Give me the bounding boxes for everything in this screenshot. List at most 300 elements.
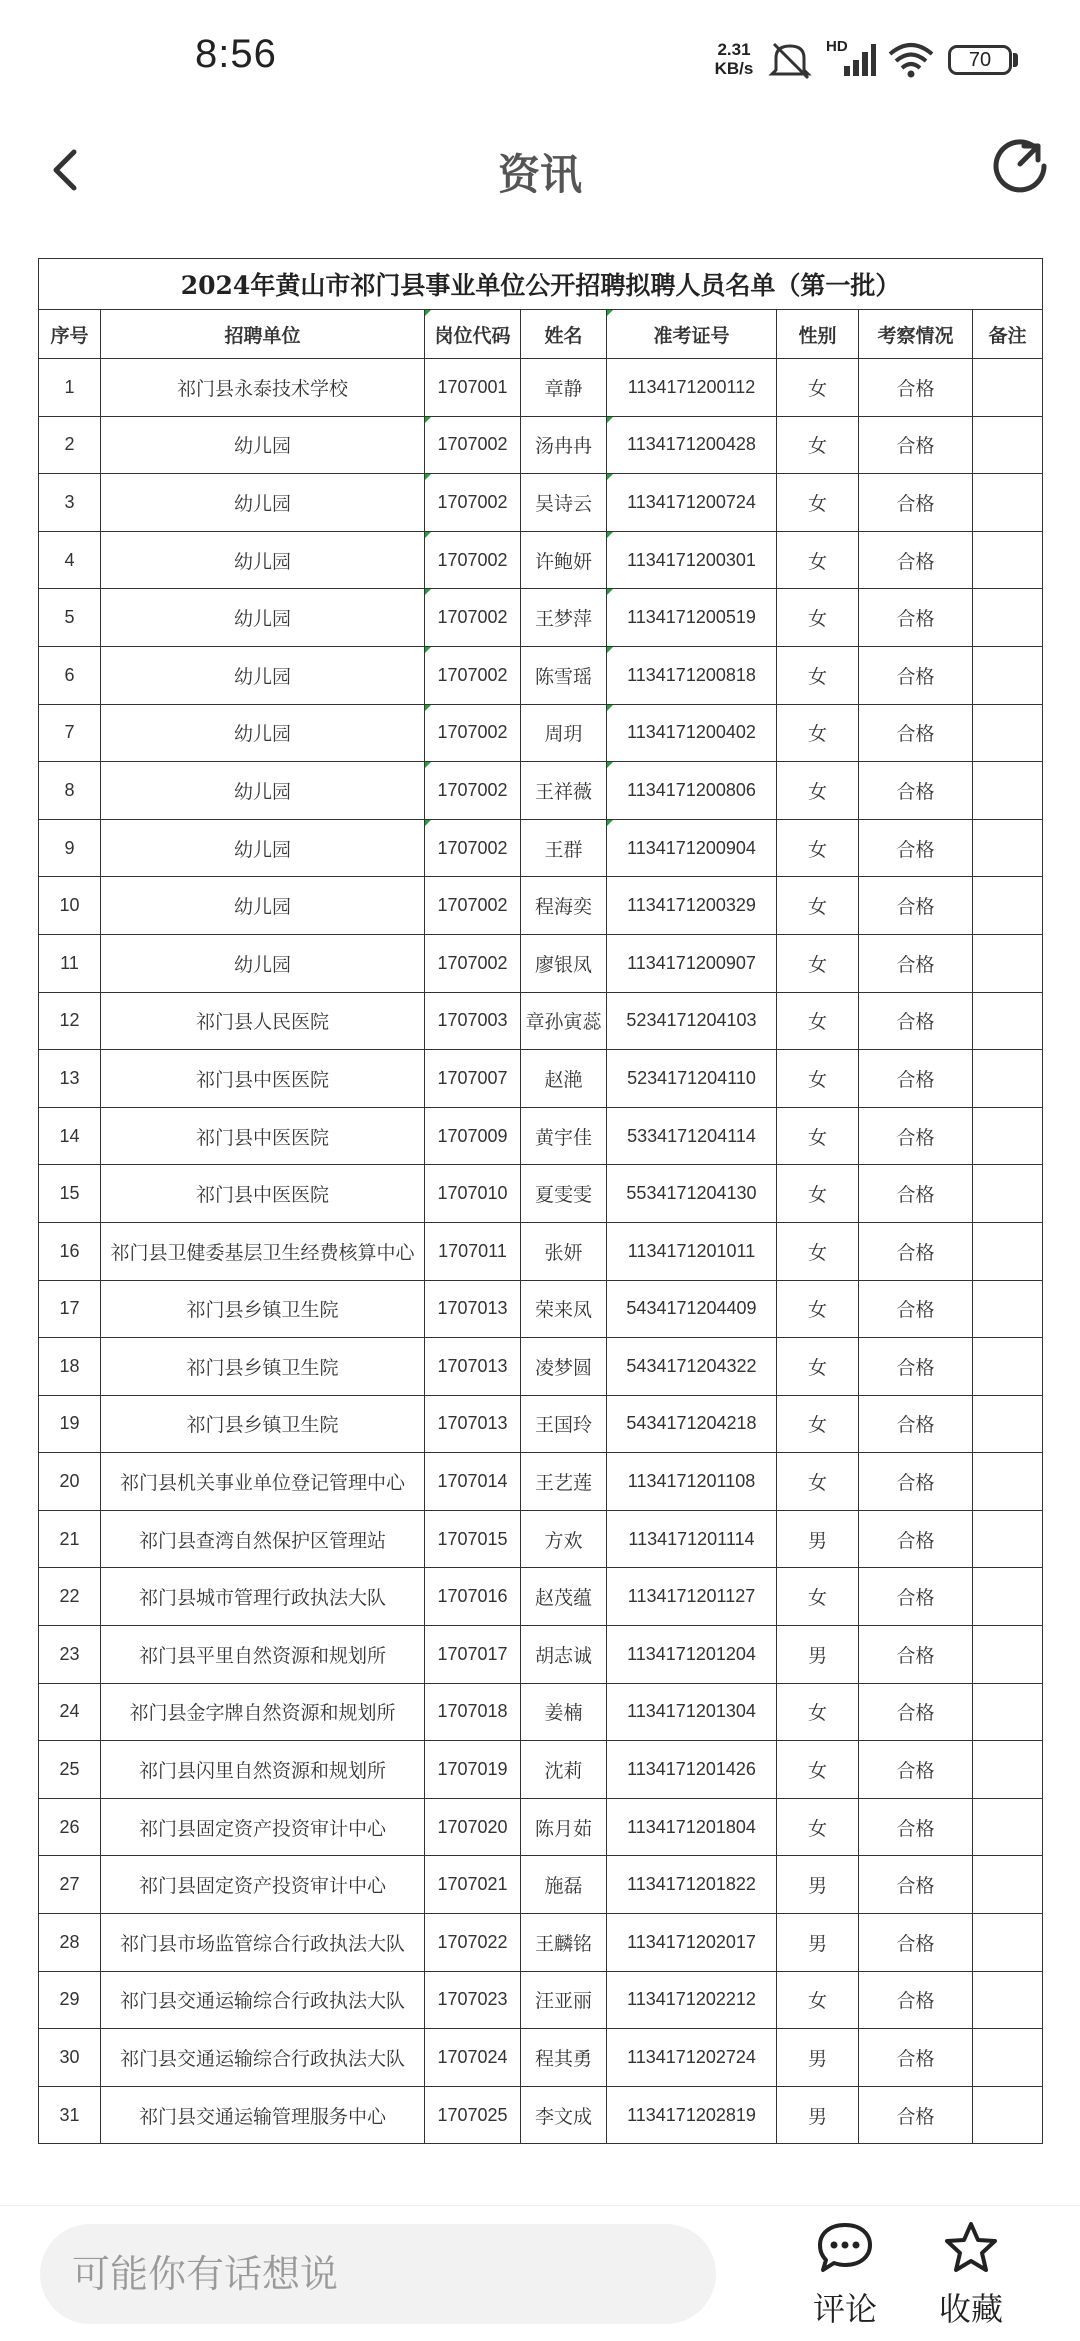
table-row (39, 646, 1043, 704)
recruiting-unit: 祁门县城市管理行政执法大队 (101, 1568, 425, 1626)
recruiting-unit: 幼儿园 (101, 416, 425, 474)
recruiting-unit: 祁门县乡镇卫生院 (101, 1395, 425, 1453)
table-row (39, 1107, 1043, 1165)
table-header-row (39, 310, 1043, 359)
status-time: 8:56 (195, 32, 277, 76)
admission-ticket: 5534171204130 (607, 1165, 777, 1223)
row-number: 20 (39, 1453, 101, 1511)
position-code: 1707002 (425, 934, 521, 992)
nav-bar (0, 110, 1080, 230)
candidate-name: 汤冉冉 (521, 416, 607, 474)
position-code: 1707002 (425, 474, 521, 532)
table-row (39, 1914, 1043, 1972)
row-number: 3 (39, 474, 101, 532)
network-speed-value: 2.31 (717, 40, 751, 59)
table-row (39, 1856, 1043, 1914)
review-result: 合格 (859, 1165, 973, 1223)
gender: 女 (777, 1280, 859, 1338)
network-speed (708, 40, 760, 78)
review-result: 合格 (859, 877, 973, 935)
review-result: 合格 (859, 2086, 973, 2144)
recruiting-unit: 幼儿园 (101, 646, 425, 704)
remark (973, 1856, 1043, 1914)
table-row (39, 589, 1043, 647)
candidate-name: 周玥 (521, 704, 607, 762)
review-result: 合格 (859, 1453, 973, 1511)
row-number: 17 (39, 1280, 101, 1338)
favorite-button[interactable] (916, 2220, 1026, 2330)
row-number: 10 (39, 877, 101, 935)
row-number: 30 (39, 2029, 101, 2087)
recruiting-unit: 幼儿园 (101, 704, 425, 762)
remark (973, 1050, 1043, 1108)
candidate-name: 陈雪瑶 (521, 646, 607, 704)
position-code: 1707016 (425, 1568, 521, 1626)
table-row (39, 2086, 1043, 2144)
review-result: 合格 (859, 1050, 973, 1108)
review-result: 合格 (859, 531, 973, 589)
admission-ticket: 1134171202017 (607, 1914, 777, 1972)
gender: 女 (777, 934, 859, 992)
position-code: 1707024 (425, 2029, 521, 2087)
table-row (39, 1222, 1043, 1280)
candidate-name: 凌梦圆 (521, 1338, 607, 1396)
mute-icon (768, 40, 814, 80)
position-code: 1707019 (425, 1741, 521, 1799)
row-number: 23 (39, 1626, 101, 1684)
table-row (39, 877, 1043, 935)
gender: 男 (777, 2086, 859, 2144)
review-result: 合格 (859, 2029, 973, 2087)
candidate-name: 胡志诚 (521, 1626, 607, 1684)
row-number: 15 (39, 1165, 101, 1223)
gender: 女 (777, 646, 859, 704)
candidate-name: 王祥薇 (521, 762, 607, 820)
remark (973, 934, 1043, 992)
position-code: 1707002 (425, 877, 521, 935)
remark (973, 1798, 1043, 1856)
gender: 女 (777, 1741, 859, 1799)
comment-button[interactable] (790, 2220, 900, 2330)
remark (973, 1971, 1043, 2029)
remark (973, 1914, 1043, 1972)
column-header: 准考证号 (607, 310, 777, 359)
recruiting-unit: 祁门县市场监管综合行政执法大队 (101, 1914, 425, 1972)
recruiting-unit: 幼儿园 (101, 531, 425, 589)
admission-ticket: 1134171200112 (607, 359, 777, 417)
position-code: 1707009 (425, 1107, 521, 1165)
comment-input[interactable]: 可能你有话想说 (40, 2224, 716, 2324)
network-type-label: HD (826, 38, 848, 55)
admission-ticket: 1134171201426 (607, 1741, 777, 1799)
table-row (39, 704, 1043, 762)
table-row (39, 1683, 1043, 1741)
position-code: 1707015 (425, 1510, 521, 1568)
row-number: 11 (39, 934, 101, 992)
review-result: 合格 (859, 1338, 973, 1396)
remark (973, 1683, 1043, 1741)
recruiting-unit: 祁门县乡镇卫生院 (101, 1280, 425, 1338)
review-result: 合格 (859, 934, 973, 992)
position-code: 1707002 (425, 704, 521, 762)
admission-ticket: 1134171202819 (607, 2086, 777, 2144)
gender: 女 (777, 1165, 859, 1223)
gender: 女 (777, 1798, 859, 1856)
row-number: 19 (39, 1395, 101, 1453)
table-row (39, 416, 1043, 474)
gender: 女 (777, 877, 859, 935)
remark (973, 1453, 1043, 1511)
review-result: 合格 (859, 992, 973, 1050)
row-number: 1 (39, 359, 101, 417)
candidate-name: 荣来凤 (521, 1280, 607, 1338)
share-button[interactable] (980, 124, 1060, 204)
admission-ticket: 5234171204110 (607, 1050, 777, 1108)
position-code: 1707007 (425, 1050, 521, 1108)
position-code: 1707002 (425, 589, 521, 647)
position-code: 1707021 (425, 1856, 521, 1914)
position-code: 1707002 (425, 819, 521, 877)
position-code: 1707022 (425, 1914, 521, 1972)
gender: 女 (777, 1683, 859, 1741)
table-row (39, 992, 1043, 1050)
favorite-label: 收藏 (938, 2290, 1003, 2328)
candidate-name: 程其勇 (521, 2029, 607, 2087)
star-icon (941, 2220, 1001, 2276)
column-header: 备注 (973, 310, 1043, 359)
review-result: 合格 (859, 1626, 973, 1684)
recruiting-unit: 祁门县查湾自然保护区管理站 (101, 1510, 425, 1568)
roster-table (38, 258, 1043, 2144)
network-speed-unit: KB/s (714, 59, 754, 78)
column-header: 姓名 (521, 310, 607, 359)
gender: 女 (777, 1050, 859, 1108)
candidate-name: 方欢 (521, 1510, 607, 1568)
row-number: 12 (39, 992, 101, 1050)
table-row (39, 1165, 1043, 1223)
row-number: 13 (39, 1050, 101, 1108)
candidate-name: 施磊 (521, 1856, 607, 1914)
remark (973, 992, 1043, 1050)
row-number: 31 (39, 2086, 101, 2144)
position-code: 1707010 (425, 1165, 521, 1223)
gender: 女 (777, 589, 859, 647)
column-header: 招聘单位 (101, 310, 425, 359)
gender: 女 (777, 1107, 859, 1165)
battery-tip (1013, 53, 1018, 67)
recruiting-unit: 祁门县固定资产投资审计中心 (101, 1798, 425, 1856)
admission-ticket: 1134171201204 (607, 1626, 777, 1684)
remark (973, 1626, 1043, 1684)
candidate-name: 黄宇佳 (521, 1107, 607, 1165)
review-result: 合格 (859, 589, 973, 647)
recruiting-unit: 祁门县乡镇卫生院 (101, 1338, 425, 1396)
candidate-name: 陈月茹 (521, 1798, 607, 1856)
status-bar (0, 0, 1080, 120)
table-row (39, 1050, 1043, 1108)
position-code: 1707002 (425, 762, 521, 820)
table-row (39, 819, 1043, 877)
row-number: 7 (39, 704, 101, 762)
table-body (39, 359, 1043, 2144)
signal-icon (826, 40, 876, 80)
admission-ticket: 1134171200428 (607, 416, 777, 474)
row-number: 9 (39, 819, 101, 877)
row-number: 2 (39, 416, 101, 474)
position-code: 1707018 (425, 1683, 521, 1741)
admission-ticket: 1134171202724 (607, 2029, 777, 2087)
gender: 女 (777, 704, 859, 762)
document-title: 2024年黄山市祁门县事业单位公开招聘拟聘人员名单（第一批） (39, 259, 1043, 310)
admission-ticket: 1134171200402 (607, 704, 777, 762)
admission-ticket: 5434171204218 (607, 1395, 777, 1453)
position-code: 1707013 (425, 1338, 521, 1396)
gender: 女 (777, 1222, 859, 1280)
recruiting-unit: 祁门县中医医院 (101, 1165, 425, 1223)
document-content (38, 258, 1044, 2144)
gender: 男 (777, 2029, 859, 2087)
gender: 女 (777, 1453, 859, 1511)
candidate-name: 程海奕 (521, 877, 607, 935)
remark (973, 762, 1043, 820)
table-row (39, 1395, 1043, 1453)
review-result: 合格 (859, 1280, 973, 1338)
row-number: 25 (39, 1741, 101, 1799)
remark (973, 531, 1043, 589)
admission-ticket: 5434171204409 (607, 1280, 777, 1338)
recruiting-unit: 祁门县永泰技术学校 (101, 359, 425, 417)
review-result: 合格 (859, 1222, 973, 1280)
review-result: 合格 (859, 1741, 973, 1799)
table-row (39, 934, 1043, 992)
position-code: 1707013 (425, 1395, 521, 1453)
remark (973, 474, 1043, 532)
row-number: 24 (39, 1683, 101, 1741)
position-code: 1707003 (425, 992, 521, 1050)
review-result: 合格 (859, 416, 973, 474)
gender: 女 (777, 1971, 859, 2029)
recruiting-unit: 祁门县交通运输综合行政执法大队 (101, 2029, 425, 2087)
remark (973, 1222, 1043, 1280)
recruiting-unit: 祁门县金字牌自然资源和规划所 (101, 1683, 425, 1741)
review-result: 合格 (859, 646, 973, 704)
candidate-name: 姜楠 (521, 1683, 607, 1741)
table-row (39, 1338, 1043, 1396)
review-result: 合格 (859, 1395, 973, 1453)
table-row (39, 1568, 1043, 1626)
admission-ticket: 1134171202212 (607, 1971, 777, 2029)
row-number: 16 (39, 1222, 101, 1280)
candidate-name: 张妍 (521, 1222, 607, 1280)
position-code: 1707002 (425, 531, 521, 589)
gender: 男 (777, 1914, 859, 1972)
recruiting-unit: 幼儿园 (101, 877, 425, 935)
column-header: 岗位代码 (425, 310, 521, 359)
remark (973, 2029, 1043, 2087)
position-code: 1707011 (425, 1222, 521, 1280)
candidate-name: 王国玲 (521, 1395, 607, 1453)
candidate-name: 王群 (521, 819, 607, 877)
recruiting-unit: 祁门县中医医院 (101, 1107, 425, 1165)
remark (973, 819, 1043, 877)
position-code: 1707025 (425, 2086, 521, 2144)
admission-ticket: 1134171200818 (607, 646, 777, 704)
review-result: 合格 (859, 819, 973, 877)
gender: 女 (777, 1338, 859, 1396)
position-code: 1707017 (425, 1626, 521, 1684)
remark (973, 1568, 1043, 1626)
position-code: 1707001 (425, 359, 521, 417)
admission-ticket: 1134171200904 (607, 819, 777, 877)
table-row (39, 474, 1043, 532)
admission-ticket: 1134171201114 (607, 1510, 777, 1568)
candidate-name: 赵滟 (521, 1050, 607, 1108)
recruiting-unit: 祁门县交通运输管理服务中心 (101, 2086, 425, 2144)
recruiting-unit: 幼儿园 (101, 589, 425, 647)
remark (973, 589, 1043, 647)
gender: 女 (777, 1568, 859, 1626)
review-result: 合格 (859, 704, 973, 762)
table-row (39, 359, 1043, 417)
recruiting-unit: 幼儿园 (101, 474, 425, 532)
bottom-action-bar (0, 2205, 1080, 2341)
recruiting-unit: 幼儿园 (101, 762, 425, 820)
wifi-icon (886, 40, 936, 80)
candidate-name: 李文成 (521, 2086, 607, 2144)
candidate-name: 许鲍妍 (521, 531, 607, 589)
recruiting-unit: 祁门县人民医院 (101, 992, 425, 1050)
row-number: 21 (39, 1510, 101, 1568)
row-number: 26 (39, 1798, 101, 1856)
gender: 男 (777, 1626, 859, 1684)
remark (973, 704, 1043, 762)
recruiting-unit: 幼儿园 (101, 934, 425, 992)
review-result: 合格 (859, 1683, 973, 1741)
row-number: 28 (39, 1914, 101, 1972)
admission-ticket: 1134171200301 (607, 531, 777, 589)
admission-ticket: 1134171200329 (607, 877, 777, 935)
column-header: 性别 (777, 310, 859, 359)
position-code: 1707013 (425, 1280, 521, 1338)
row-number: 5 (39, 589, 101, 647)
remark (973, 646, 1043, 704)
table-row (39, 1971, 1043, 2029)
admission-ticket: 1134171201011 (607, 1222, 777, 1280)
table-row (39, 1626, 1043, 1684)
share-icon (980, 124, 1060, 204)
remark (973, 1165, 1043, 1223)
candidate-name: 章静 (521, 359, 607, 417)
review-result: 合格 (859, 1107, 973, 1165)
remark (973, 1510, 1043, 1568)
admission-ticket: 1134171201304 (607, 1683, 777, 1741)
admission-ticket: 1134171200907 (607, 934, 777, 992)
table-row (39, 531, 1043, 589)
remark (973, 1338, 1043, 1396)
comment-label: 评论 (812, 2290, 877, 2328)
gender: 男 (777, 1510, 859, 1568)
recruiting-unit: 祁门县固定资产投资审计中心 (101, 1856, 425, 1914)
recruiting-unit: 幼儿园 (101, 819, 425, 877)
review-result: 合格 (859, 1856, 973, 1914)
position-code: 1707002 (425, 646, 521, 704)
remark (973, 416, 1043, 474)
recruiting-unit: 祁门县闪里自然资源和规划所 (101, 1741, 425, 1799)
review-result: 合格 (859, 359, 973, 417)
gender: 女 (777, 474, 859, 532)
battery-icon: 70 (948, 45, 1012, 75)
position-code: 1707020 (425, 1798, 521, 1856)
position-code: 1707014 (425, 1453, 521, 1511)
gender: 女 (777, 359, 859, 417)
admission-ticket: 5334171204114 (607, 1107, 777, 1165)
candidate-name: 夏雯雯 (521, 1165, 607, 1223)
review-result: 合格 (859, 1971, 973, 2029)
remark (973, 877, 1043, 935)
table-row (39, 1453, 1043, 1511)
review-result: 合格 (859, 1510, 973, 1568)
table-row (39, 1510, 1043, 1568)
gender: 女 (777, 762, 859, 820)
position-code: 1707023 (425, 1971, 521, 2029)
row-number: 27 (39, 1856, 101, 1914)
candidate-name: 赵茂蕴 (521, 1568, 607, 1626)
candidate-name: 吴诗云 (521, 474, 607, 532)
row-number: 14 (39, 1107, 101, 1165)
gender: 男 (777, 1856, 859, 1914)
admission-ticket: 1134171200806 (607, 762, 777, 820)
remark (973, 1280, 1043, 1338)
row-number: 18 (39, 1338, 101, 1396)
recruiting-unit: 祁门县卫健委基层卫生经费核算中心 (101, 1222, 425, 1280)
gender: 女 (777, 416, 859, 474)
candidate-name: 王梦萍 (521, 589, 607, 647)
candidate-name: 章孙寅蕊 (521, 992, 607, 1050)
remark (973, 2086, 1043, 2144)
remark (973, 359, 1043, 417)
candidate-name: 王艺莲 (521, 1453, 607, 1511)
table-row (39, 1798, 1043, 1856)
gender: 女 (777, 1395, 859, 1453)
recruiting-unit: 祁门县中医医院 (101, 1050, 425, 1108)
candidate-name: 廖银凤 (521, 934, 607, 992)
gender: 女 (777, 819, 859, 877)
review-result: 合格 (859, 1798, 973, 1856)
gender: 女 (777, 992, 859, 1050)
admission-ticket: 1134171201822 (607, 1856, 777, 1914)
recruiting-unit: 祁门县交通运输综合行政执法大队 (101, 1971, 425, 2029)
candidate-name: 汪亚丽 (521, 1971, 607, 2029)
table-row (39, 762, 1043, 820)
table-row (39, 1741, 1043, 1799)
page-title: 资讯 (497, 150, 582, 199)
position-code: 1707002 (425, 416, 521, 474)
remark (973, 1395, 1043, 1453)
review-result: 合格 (859, 474, 973, 532)
admission-ticket: 1134171201127 (607, 1568, 777, 1626)
remark (973, 1741, 1043, 1799)
comment-icon (815, 2220, 875, 2276)
candidate-name: 沈莉 (521, 1741, 607, 1799)
column-header: 考察情况 (859, 310, 973, 359)
row-number: 29 (39, 1971, 101, 2029)
column-header: 序号 (39, 310, 101, 359)
table-row (39, 2029, 1043, 2087)
row-number: 8 (39, 762, 101, 820)
review-result: 合格 (859, 1914, 973, 1972)
row-number: 4 (39, 531, 101, 589)
admission-ticket: 5434171204322 (607, 1338, 777, 1396)
